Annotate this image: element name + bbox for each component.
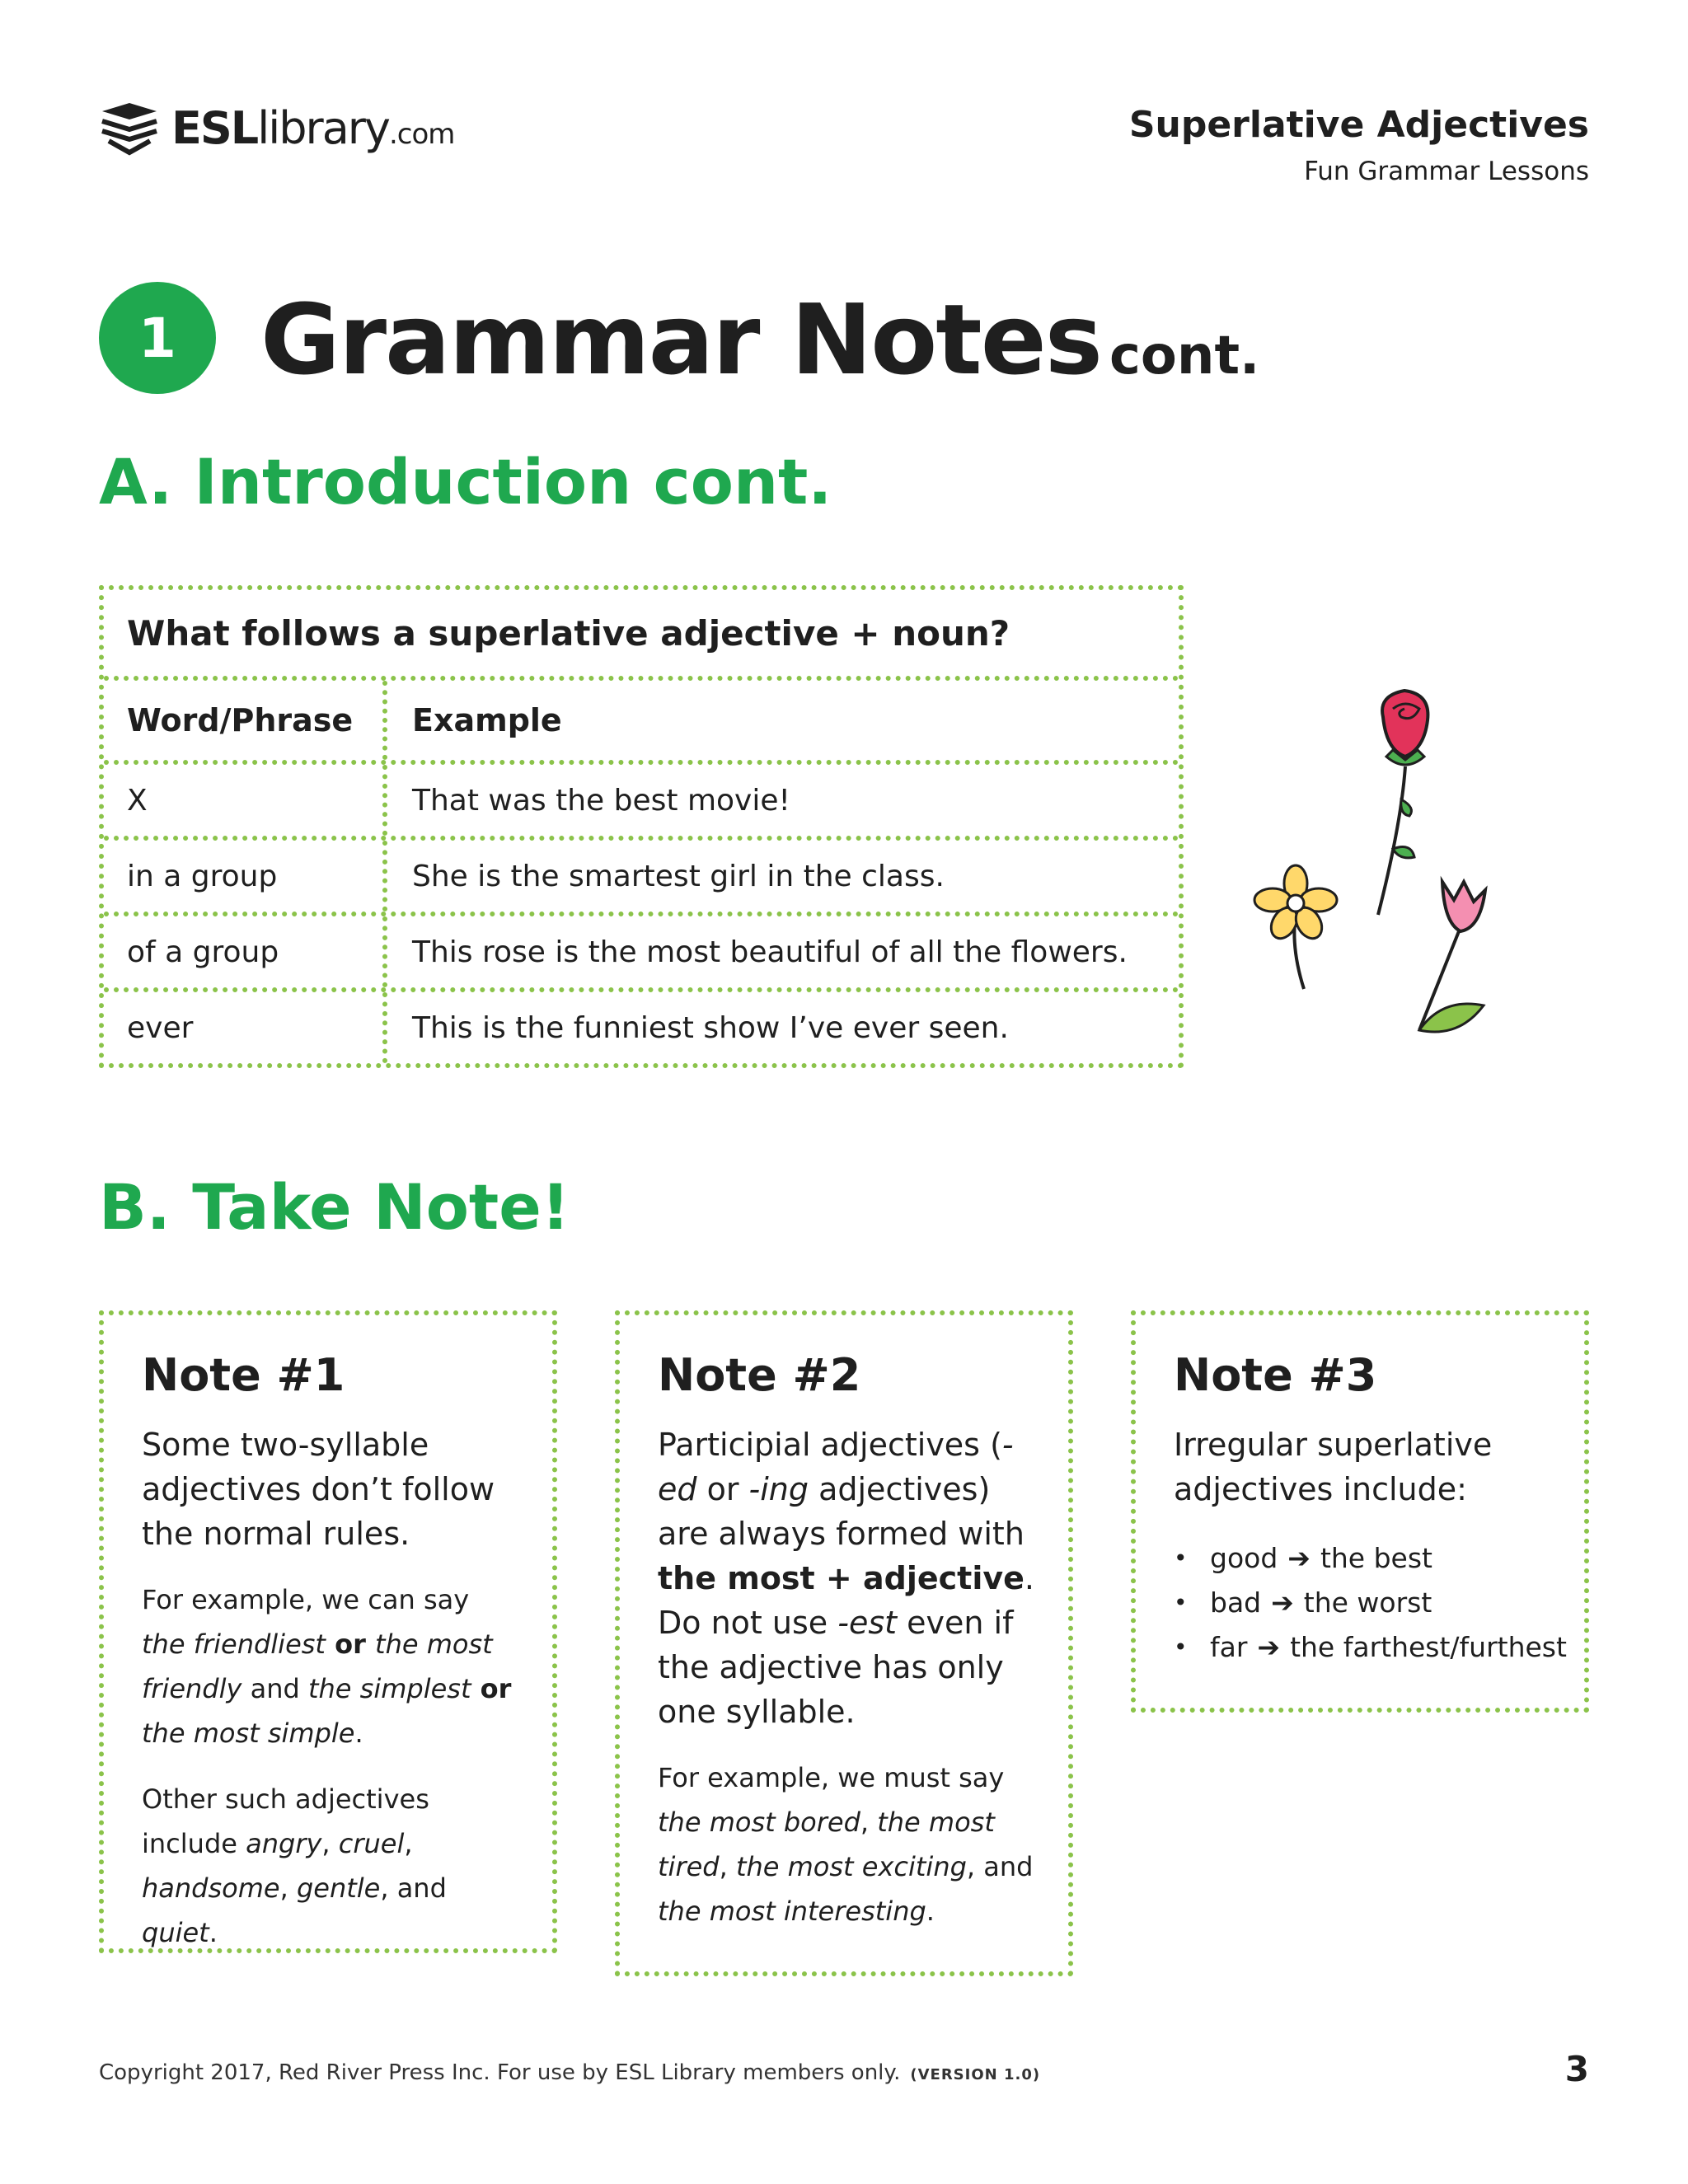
table-cell-word: X — [104, 765, 387, 836]
note-example: Other such adjectives include angry, cruel, handsome, gentle, and quiet. — [142, 1783, 447, 1948]
note-example: For example, we can say the friendliest or the most friendly and the simplest or the most simple. — [142, 1584, 512, 1749]
table-cell-example: That was the best movie! — [412, 783, 790, 818]
note-example: For example, we must say the most bored, the most tired, the most exciting, and the most interesting. — [658, 1762, 1034, 1927]
esl-library-logo — [99, 97, 454, 159]
copyright-footer: Copyright 2017, Red River Press Inc. For use by ESL Library members only. (VERSION 1.0) — [99, 2060, 1041, 2085]
flowers-illustration — [1236, 684, 1533, 1055]
section-number-badge: 1 — [99, 282, 216, 394]
note-card-3 — [1131, 1310, 1589, 1713]
version-label: (VERSION 1.0) — [910, 2066, 1041, 2083]
table-header-row — [104, 676, 1179, 760]
table-cell-example: She is the smartest girl in the class. — [412, 859, 945, 893]
list-item: • good ➔ the best — [1210, 1536, 1551, 1581]
note-card-2 — [615, 1310, 1073, 1976]
table-caption: What follows a superlative adjective + noun? — [127, 612, 1010, 654]
note-card-1 — [99, 1310, 557, 1953]
note-lead: Irregular superlative adjectives include: — [1174, 1427, 1493, 1507]
rose-icon — [1378, 691, 1428, 915]
list-item: • bad ➔ the worst — [1210, 1581, 1551, 1625]
arrow-right-icon: ➔ — [1271, 1586, 1294, 1619]
note-title: Note #2 — [658, 1349, 861, 1401]
daisy-icon — [1254, 865, 1337, 989]
note-lead: Participial adjectives (-ed or -ing adjectives) are always formed with the most + adjective. Do not use -est even if the adjective has only one syllable. — [658, 1427, 1034, 1730]
table-cell-word: in a group — [104, 841, 387, 912]
column-header-example: Example — [412, 702, 562, 738]
arrow-right-icon: ➔ — [1287, 1542, 1311, 1574]
note-title: Note #1 — [142, 1349, 345, 1401]
grammar-table — [99, 585, 1184, 1068]
introduction-heading: A. Introduction cont. — [99, 445, 832, 518]
tulip-icon — [1419, 882, 1485, 1032]
lesson-series: Fun Grammar Lessons — [1304, 157, 1589, 186]
table-row — [104, 760, 1179, 836]
lesson-title: Superlative Adjectives — [1128, 104, 1589, 146]
irregular-list — [1174, 1536, 1567, 1670]
table-cell-word: of a group — [104, 916, 387, 987]
note-title: Note #3 — [1174, 1349, 1377, 1401]
section-title: Grammar Notes cont. — [260, 283, 1260, 396]
table-cell-example: This is the funniest show I’ve ever seen. — [412, 1010, 1009, 1045]
table-caption-row — [104, 590, 1179, 676]
note-lead: Some two-syllable adjectives don’t follow the normal rules. — [142, 1427, 495, 1552]
arrow-right-icon: ➔ — [1257, 1631, 1281, 1663]
table-row — [104, 836, 1179, 912]
table-cell-example: This rose is the most beautiful of all the flowers. — [412, 935, 1128, 969]
table-cell-word: ever — [104, 992, 387, 1063]
list-item: • far ➔ the farthest/furthest — [1210, 1625, 1551, 1670]
table-row — [104, 987, 1179, 1063]
take-note-heading: B. Take Note! — [99, 1170, 570, 1244]
table-row — [104, 912, 1179, 987]
book-stack-icon — [99, 98, 160, 159]
logo-wordmark: ESLlibrary.com — [171, 102, 455, 154]
page-number: 3 — [1564, 2049, 1589, 2089]
column-header-word: Word/Phrase — [104, 681, 387, 760]
